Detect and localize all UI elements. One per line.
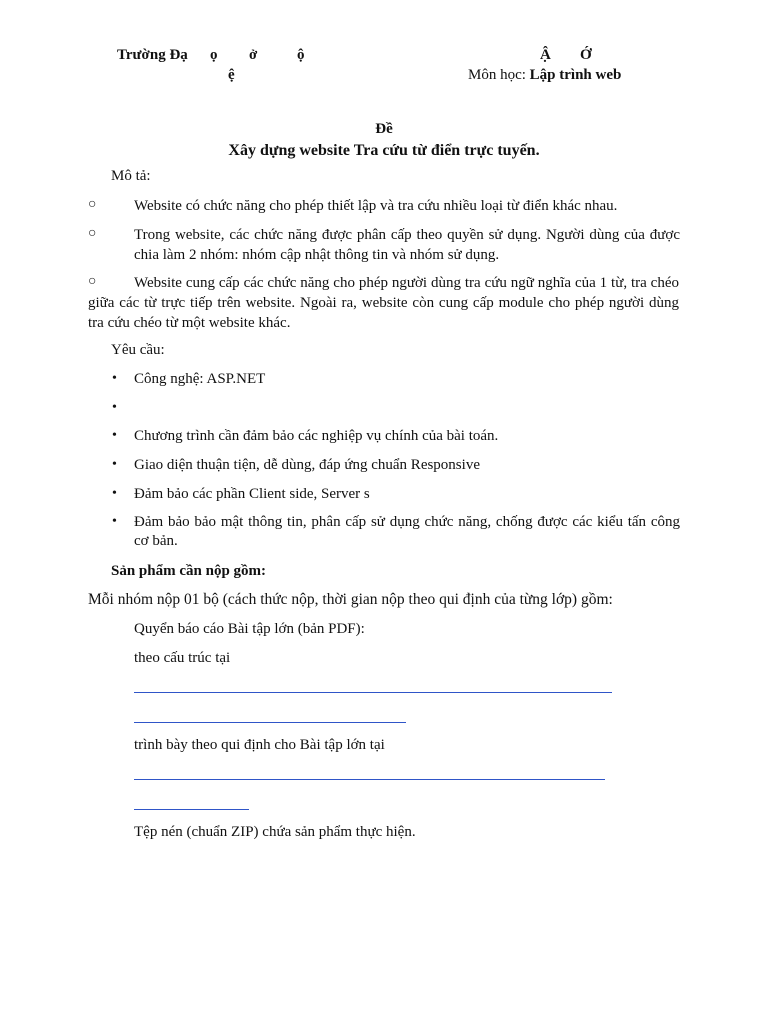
description-heading: Mô tả: — [111, 168, 151, 184]
circle-bullet-icon: ○ — [88, 226, 97, 241]
deliverables-heading: Sản phẩm cần nộp gồm: — [111, 563, 267, 579]
structure-link-continued[interactable] — [134, 722, 406, 723]
bullet-icon: • — [112, 514, 117, 529]
bullet-icon: • — [112, 428, 117, 443]
requirement-item: Chương trình cần đảm bảo các nghiệp vụ chính của bài toán. — [134, 428, 499, 444]
deliverables-intro: Mỗi nhóm nộp 01 bộ (cách thức nộp, thời gian nộp theo qui định của từng lớp) gồm: — [88, 591, 613, 608]
page-title: Xây dựng website Tra cứu từ điển trực tuyến. — [228, 142, 540, 159]
school-name: Trường Đạ — [117, 47, 188, 63]
school-fragment-4: ệ — [228, 67, 235, 83]
course-label: Môn học: — [468, 67, 530, 83]
description-item — [134, 225, 680, 265]
circle-bullet-icon: ○ — [88, 197, 97, 212]
bullet-icon: • — [112, 486, 117, 501]
description-item-text: Trong website, các chức năng được phân cấp theo quyền sử dụng. Người dùng của được chia làm 2 nhóm: nhóm cập nhật thông tin và nhóm sử dụng. — [134, 227, 680, 263]
deliverable-item-report: Quyển báo cáo Bài tập lớn (bản PDF): — [134, 621, 365, 637]
description-item — [88, 273, 679, 333]
description-item: Website có chức năng cho phép thiết lập và tra cứu nhiều loại từ điển khác nhau. — [134, 198, 618, 214]
circle-bullet-icon: ○ — [88, 274, 97, 289]
deliverable-item-format: trình bày theo qui định cho Bài tập lớn tại — [134, 737, 385, 753]
deliverable-item-zip: Tệp nén (chuẩn ZIP) chứa sản phẩm thực hiện. — [134, 824, 416, 840]
title-label: Đề — [375, 121, 393, 137]
course-line — [468, 66, 621, 84]
school-fragment-1: ọ — [210, 47, 218, 63]
course-name: Lập trình web — [529, 67, 622, 83]
requirement-item: Đảm bảo các phần Client side, Server s — [134, 486, 370, 502]
school-fragment-2: ở — [249, 47, 258, 63]
header-right-fragment-1: Ậ — [540, 47, 551, 63]
school-fragment-3: ộ — [297, 47, 305, 63]
requirement-item: Đảm bảo bảo mật thông tin, phân cấp sử dụng chức năng, chống được các kiểu tấn công cơ bản. — [134, 514, 680, 549]
requirement-item: Giao diện thuận tiện, dễ dùng, đáp ứng chuẩn Responsive — [134, 457, 480, 473]
header-right-fragment-2: Ớ — [580, 47, 592, 63]
bullet-icon: • — [112, 457, 117, 472]
bullet-icon: • — [112, 371, 117, 386]
description-item-text: Website cung cấp các chức năng cho phép người dùng tra cứu ngữ nghĩa của 1 từ, tra chéo giữa các từ trực tiếp trên website. Ngoài ra, website còn cung cấp module cho phép người dùng tra cứu chéo từ một website khác. — [88, 275, 679, 331]
requirements-heading: Yêu cầu: — [111, 342, 165, 358]
bullet-icon: • — [112, 400, 117, 415]
structure-link[interactable] — [134, 692, 612, 693]
format-link-continued[interactable] — [134, 809, 249, 810]
requirement-item: Công nghệ: ASP.NET — [134, 371, 266, 387]
format-link[interactable] — [134, 779, 605, 780]
deliverable-item-structure: theo cấu trúc tại — [134, 650, 231, 666]
